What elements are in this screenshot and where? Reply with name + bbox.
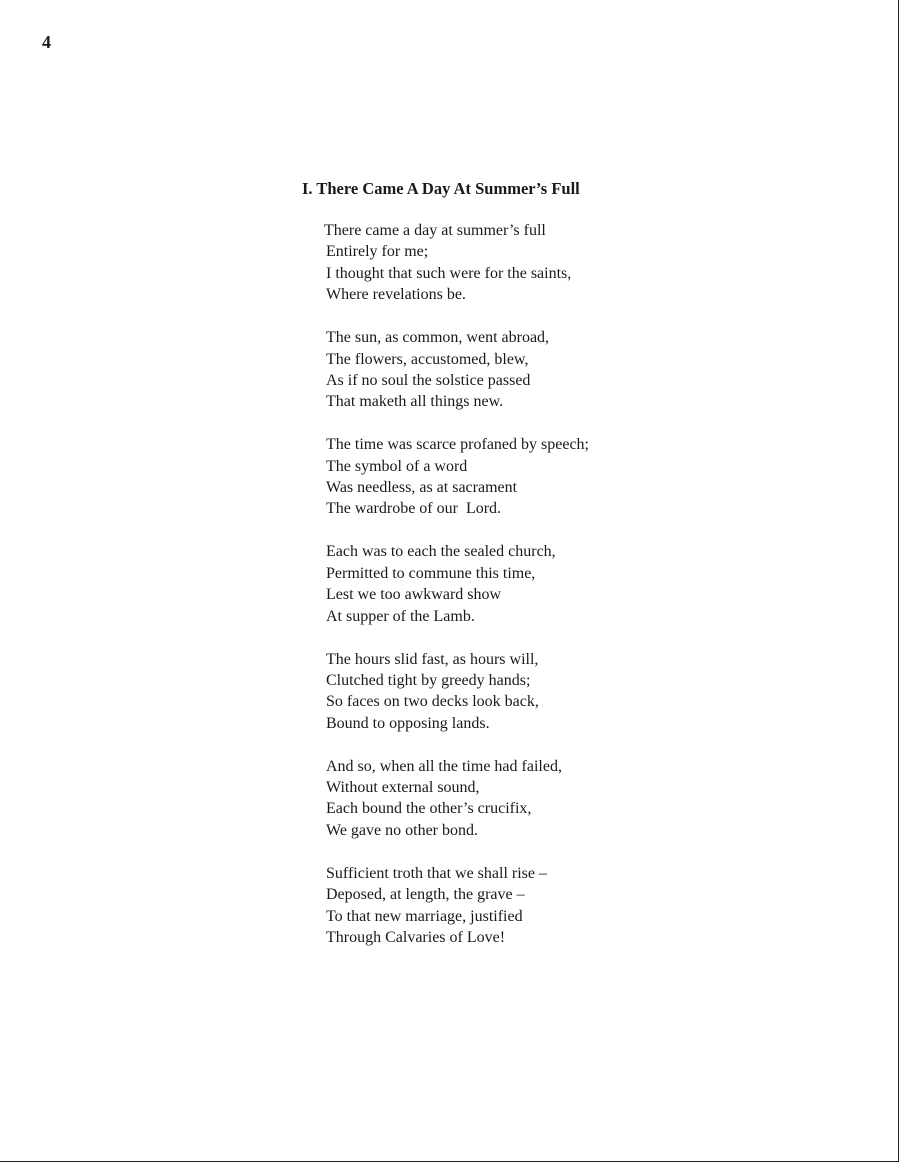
poem-line: And so, when all the time had failed, bbox=[326, 757, 562, 775]
page-number: 4 bbox=[42, 32, 51, 52]
poem-line: Lest we too awkward show bbox=[326, 586, 502, 604]
stanza-4 bbox=[326, 541, 589, 627]
poem-line: As if no soul the solstice passed bbox=[326, 371, 531, 389]
poem-line: Through Calvaries of Love! bbox=[326, 928, 506, 946]
poem-line: Entirely for me; bbox=[326, 243, 429, 261]
stanza-5 bbox=[326, 649, 589, 735]
poem-line: So faces on two decks look back, bbox=[326, 693, 539, 711]
poem-line: Clutched tight by greedy hands; bbox=[326, 671, 531, 689]
poem-line: The wardrobe of our Lord. bbox=[326, 500, 502, 518]
poem-line: We gave no other bond. bbox=[326, 821, 478, 839]
poem-body bbox=[326, 220, 589, 970]
poem-line: The flowers, accustomed, blew, bbox=[326, 350, 529, 368]
poem-line: The time was scarce profaned by speech; bbox=[326, 436, 589, 454]
poem-line: Without external sound, bbox=[326, 779, 480, 797]
poem-line: At supper of the Lamb. bbox=[326, 607, 475, 625]
stanza-7 bbox=[326, 863, 589, 949]
poem-line: Deposed, at length, the grave – bbox=[326, 886, 525, 904]
stanza-2 bbox=[326, 327, 589, 413]
stanza-1 bbox=[326, 220, 589, 306]
poem-line: Permitted to commune this time, bbox=[326, 564, 536, 582]
stanza-3 bbox=[326, 434, 589, 520]
poem-line: The sun, as common, went abroad, bbox=[326, 329, 550, 347]
poem-line: Sufficient troth that we shall rise – bbox=[326, 864, 547, 882]
poem-line: That maketh all things new. bbox=[326, 393, 504, 411]
poem-line: The symbol of a word bbox=[326, 457, 468, 475]
poem-line: I thought that such were for the saints, bbox=[326, 264, 572, 282]
poem-line: Bound to opposing lands. bbox=[326, 714, 490, 732]
poem-line: There came a day at summer’s full bbox=[324, 222, 546, 239]
poem-line: Where revelations be. bbox=[326, 286, 466, 304]
poem-line: Was needless, as at sacrament bbox=[326, 479, 518, 497]
poem-line: The hours slid fast, as hours will, bbox=[326, 650, 539, 668]
poem-line: Each bound the other’s crucifix, bbox=[326, 800, 532, 818]
poem-line: To that new marriage, justified bbox=[326, 907, 523, 925]
poem-line: Each was to each the sealed church, bbox=[326, 543, 556, 561]
poem-title: I. There Came A Day At Summer’s Full bbox=[302, 179, 580, 198]
stanza-6 bbox=[326, 756, 589, 842]
